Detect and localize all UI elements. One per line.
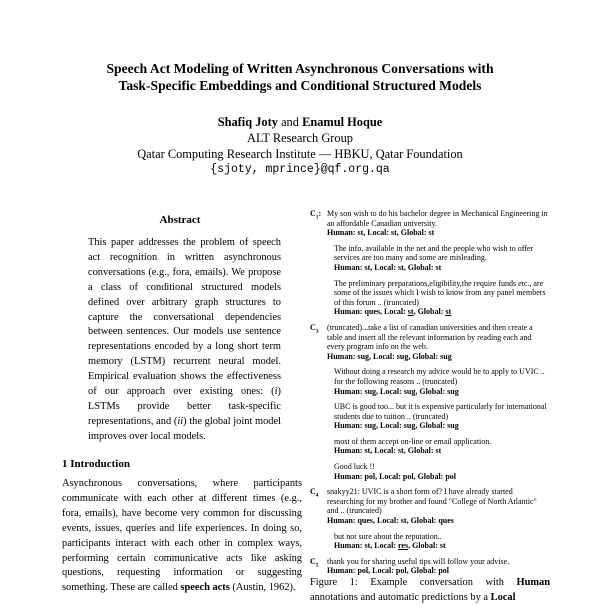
sentence-text: Good luck !!: [334, 462, 375, 472]
author-names: [0, 114, 600, 130]
intro-text-a: Asynchronous conversations, where participants communicate with each other at different times (e.g., fora, emails), have become very common for discussing events, issues, queries and life experiences. In doing so, participants interact with each other in complex ways, performing certain communicative acts like asking questions, requesting information or suggesting something. These are called: [62, 478, 302, 594]
sentence-text: but not sure about the reputation..: [334, 531, 442, 541]
sentence-block: [334, 367, 550, 396]
title-line-2: Task-Specific Embeddings and Conditional Structured Models: [118, 78, 482, 93]
caption-local: Local: [490, 591, 516, 603]
sentence-text: snakyy21: UVIC is a short form of? I have already started researching for my brother and found "College of North Atlantic" and .. (truncated): [327, 487, 537, 516]
abstract-heading: Abstract: [159, 214, 201, 226]
comment-c1: [310, 209, 550, 238]
intro-text-b: (Austin, 1962).: [229, 582, 296, 594]
sentence-tags: Human: st, Local: st, Global: st: [334, 446, 442, 456]
comment-id-c1: $C_1$:: [310, 209, 322, 221]
sentence-text: most of them accept on-line or email application.: [334, 436, 492, 446]
abstract-text-c: ) the global joint model improves over local models.: [88, 415, 281, 442]
sentence-text: UBC is good too... but it is expensive particularly for international students due to tuition .. (truncated): [334, 402, 547, 421]
comment-c3: [310, 323, 550, 361]
comment-id-c3: $C_3$: [310, 322, 319, 335]
conversation-figure: [310, 209, 550, 582]
intro-speech-acts: speech acts: [180, 582, 230, 594]
sentence-tags: Human: pol, Local: pol, Global: pol: [334, 471, 457, 481]
sentence-tags: Human: sug, Local: sug, Global: sug: [334, 386, 459, 396]
title-line-1: Speech Act Modeling of Written Asynchronous Conversations with: [106, 61, 494, 76]
institute: Qatar Computing Research Institute — HBKU, Qatar Foundation: [137, 147, 463, 161]
sentence-block: [334, 244, 550, 273]
comment-c5: [310, 557, 550, 576]
author-2: Enamul Hoque: [302, 115, 383, 129]
sentence-block: [334, 462, 550, 481]
sentence-text: (truncated)...take a list of canadian universities and then create a table and insert all the relevant information by reading each and every program info on the web.: [327, 322, 533, 352]
sentence-block: [334, 437, 550, 456]
sentence-block: [334, 402, 550, 431]
sentence-tags: Human: ques, Local: st, Global: st: [334, 307, 452, 317]
sentence-text: The preliminary preparations,eligibility,the require funds etc., are some of the issues which I wish to know from any panel members of this forum .. (truncated): [334, 278, 546, 307]
sentence-tags: Human: ques, Local: st, Global: ques: [327, 516, 454, 526]
abstract-text-b: ) LSTMs provide better task-specific representations, and (: [88, 386, 281, 427]
author-1: Shafiq Joty: [217, 115, 278, 129]
sentence-text: thank you for sharing useful tips will follow your advise.: [327, 556, 510, 566]
abstract-enum-i: i: [274, 386, 278, 398]
sentence-tags: Human: sug, Local: sug, Global: sug: [327, 351, 452, 361]
paper-title: [0, 60, 600, 94]
figure-caption: Figure 1: Example conversation with Human annotations and automatic predictions by a Local: [310, 577, 550, 603]
comment-c4: [310, 487, 550, 525]
abstract-body: [88, 236, 281, 445]
misprediction-global: st: [445, 307, 452, 317]
intro-body: [62, 477, 302, 596]
comment-id-c4: $C_4$: [310, 487, 319, 499]
sentence-text: My son wish to do his bachelor degree in Mechanical Engineering in an affordable Canadian university.: [327, 209, 548, 228]
caption-human: Human: [516, 577, 550, 588]
misprediction-local: res: [398, 541, 409, 551]
sentence-tags: Human: st, Local: st, Global: st: [327, 228, 435, 238]
abstract-enum-ii: ii: [177, 415, 184, 427]
sentence-tags: Human: st, Local: res, Global: st: [334, 541, 446, 551]
sentence-block: [334, 532, 550, 551]
sentence-text: The info. available in the net and the people who wish to offer services are too many and some are misleading.: [334, 243, 534, 263]
author-block: [0, 114, 600, 178]
misprediction-local: st: [407, 307, 414, 317]
sentence-tags: Human: st, Local: st, Global: st: [334, 262, 442, 272]
sentence-tags: Human: sug, Local: sug, Global: sug: [334, 421, 459, 431]
research-group: ALT Research Group: [247, 131, 353, 145]
author-and: and: [281, 115, 299, 129]
abstract-text-a: This paper addresses the problem of speech act recognition in written asynchronous conversations (e.g., fora, emails). We propose a class of conditional structured models defined over arbitrary graph structures to capture the conversational dependencies between sentences. Our models use sentence representations encoded by a long short term memory (LSTM) recurrent neural model. Empirical evaluation shows the effectiveness of our approach over existing ones: (: [88, 237, 281, 398]
comment-id-c5: $C_5$: [310, 556, 319, 569]
sentence-block: [334, 279, 550, 317]
sentence-tags: Human: pol, Local: pol, Global: pol: [327, 566, 450, 576]
author-email: {sjoty, mprince}@qf.org.qa: [210, 163, 390, 176]
intro-heading: 1 Introduction: [62, 458, 130, 470]
sentence-text: Without doing a research my advice would be to apply to UVIC .. for the following reasons .. (truncated): [334, 367, 545, 386]
